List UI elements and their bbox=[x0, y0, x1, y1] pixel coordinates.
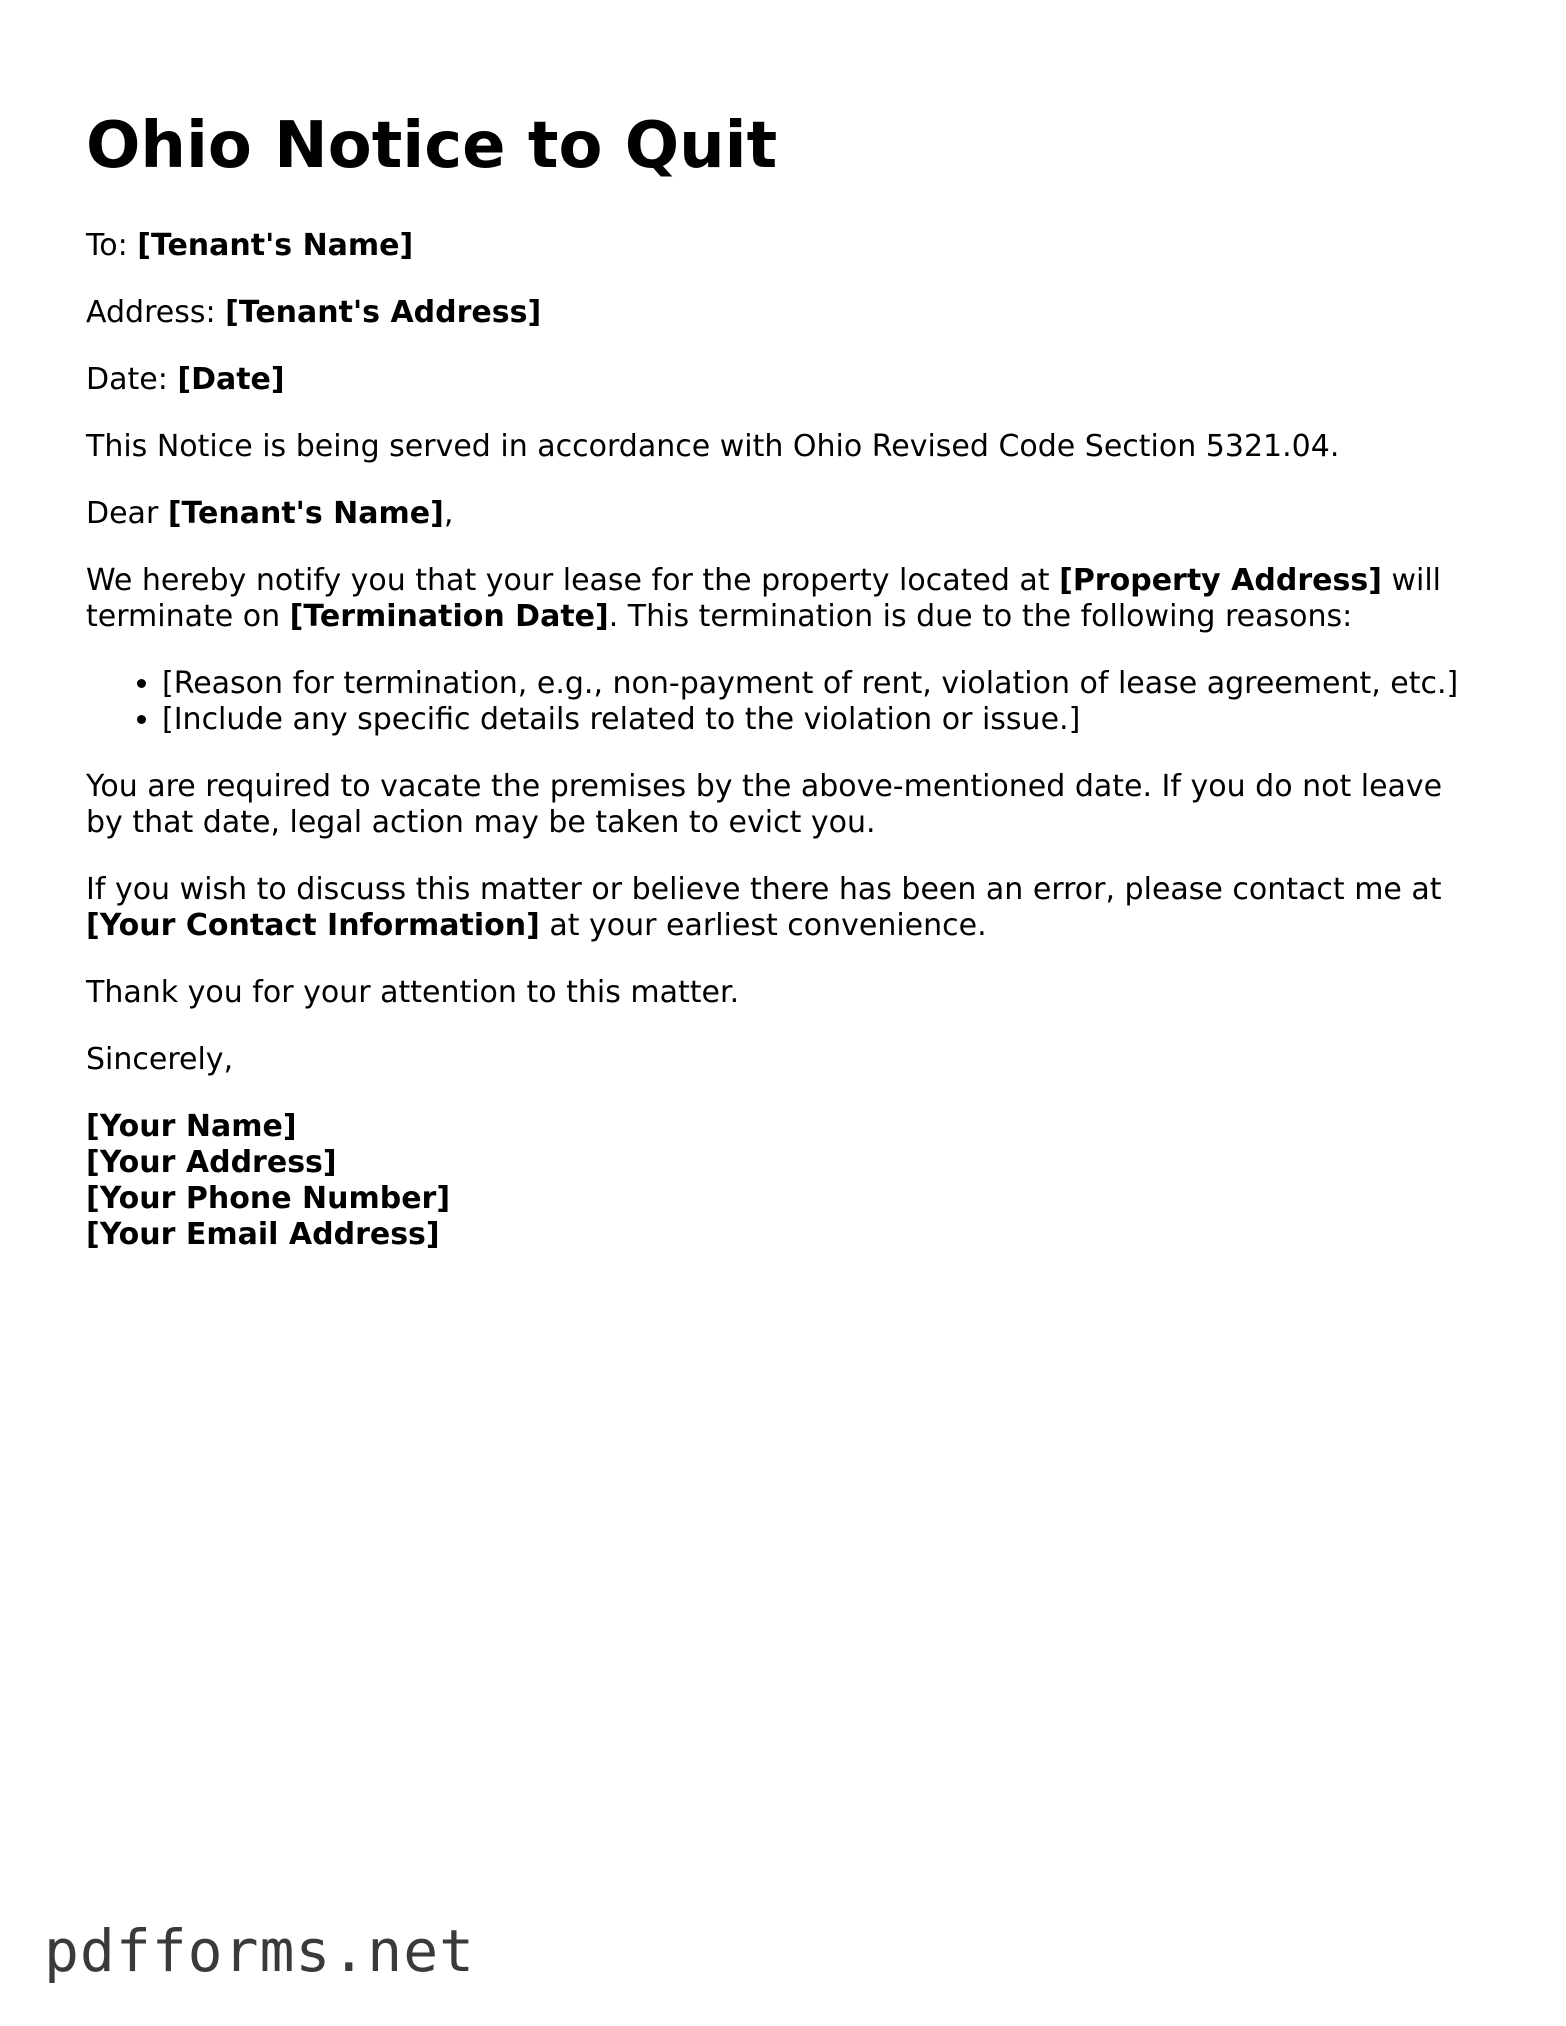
termination-text-3: . This termination is due to the following reasons: bbox=[608, 599, 1353, 634]
contact-paragraph bbox=[86, 872, 1486, 944]
termination-paragraph bbox=[86, 563, 1486, 635]
date-placeholder: [Date] bbox=[177, 362, 285, 397]
address-line bbox=[86, 295, 1486, 331]
contact-info-placeholder: [Your Contact Information] bbox=[86, 908, 540, 943]
signature-block bbox=[86, 1109, 1486, 1253]
page-title: Ohio Notice to Quit bbox=[86, 109, 778, 183]
salutation bbox=[86, 496, 1486, 532]
statute-paragraph: This Notice is being served in accordance with Ohio Revised Code Section 5321.04. bbox=[86, 429, 1340, 464]
signature-phone: [Your Phone Number] bbox=[86, 1181, 451, 1216]
contact-text-1: If you wish to discuss this matter or believe there has been an error, please contact me at bbox=[86, 872, 1442, 907]
date-line bbox=[86, 362, 1486, 398]
tenant-name-placeholder: [Tenant's Name] bbox=[137, 228, 414, 263]
to-label: To: bbox=[86, 228, 128, 263]
list-item: • [Include any specific details related to the violation or issue.] bbox=[162, 702, 1486, 738]
document-page bbox=[86, 108, 1486, 1253]
date-label: Date: bbox=[86, 362, 168, 397]
signature-address: [Your Address] bbox=[86, 1145, 337, 1180]
termination-text-2: will terminate on bbox=[86, 563, 1441, 634]
salutation-name: [Tenant's Name] bbox=[167, 496, 444, 531]
termination-date-placeholder: [Termination Date] bbox=[289, 599, 609, 634]
property-address-placeholder: [Property Address] bbox=[1059, 563, 1382, 598]
address-label: Address: bbox=[86, 295, 216, 330]
signature-name: [Your Name] bbox=[86, 1109, 297, 1144]
watermark: pdfforms.net bbox=[44, 1917, 476, 1985]
tenant-address-placeholder: [Tenant's Address] bbox=[225, 295, 542, 330]
termination-text-1: We hereby notify you that your lease for the property located at bbox=[86, 563, 1050, 598]
closing: Sincerely, bbox=[86, 1042, 234, 1077]
signature-email: [Your Email Address] bbox=[86, 1217, 440, 1252]
salutation-prefix: Dear bbox=[86, 496, 159, 531]
list-item: • [Reason for termination, e.g., non-payment of rent, violation of lease agreement, etc.] bbox=[162, 666, 1486, 702]
reasons-list bbox=[86, 666, 1486, 738]
vacate-paragraph: You are required to vacate the premises by the above-mentioned date. If you do not leave by that date, legal action may be taken to evict you. bbox=[86, 769, 1443, 840]
to-line bbox=[86, 228, 1486, 264]
salutation-suffix: , bbox=[443, 496, 454, 531]
contact-text-2: at your earliest convenience. bbox=[549, 908, 987, 943]
thanks-paragraph: Thank you for your attention to this matter. bbox=[86, 975, 740, 1010]
